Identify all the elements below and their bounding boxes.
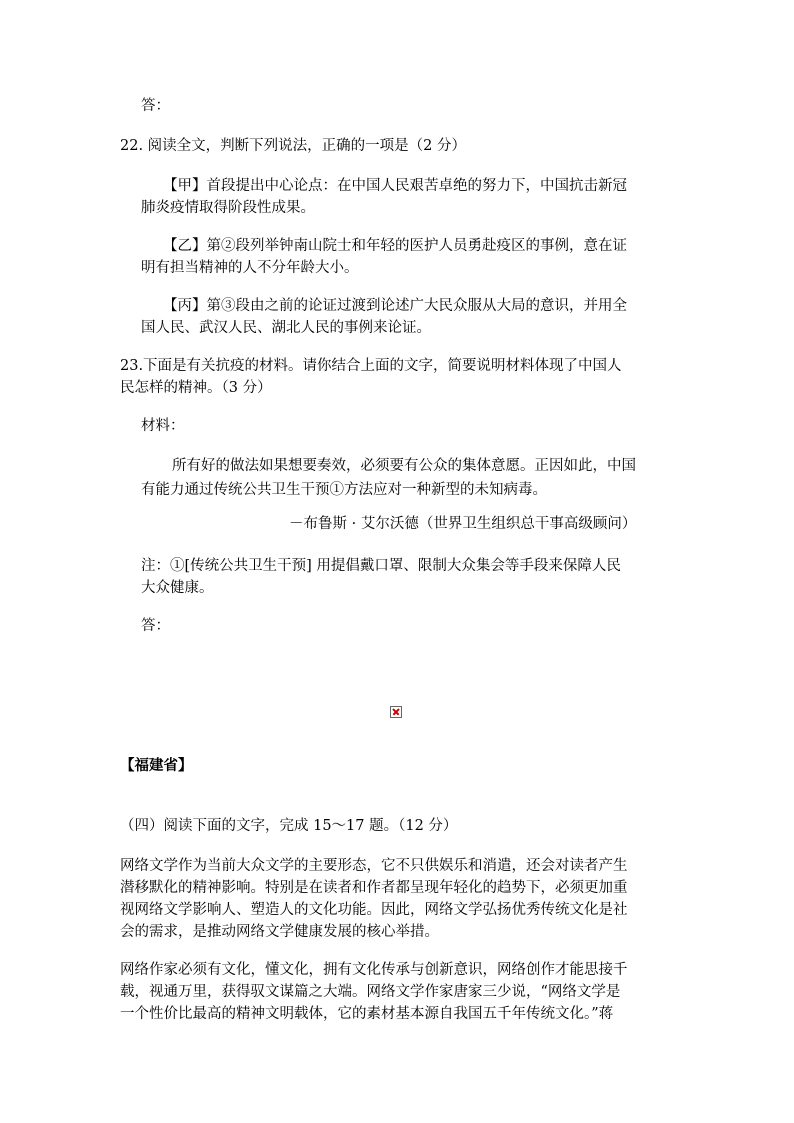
- q23-answer-label: 答：: [141, 618, 170, 634]
- section-intro: （四）阅读下面的文字，完成 15～17 题。（12 分）: [120, 818, 458, 834]
- q22-option-line: 【乙】第②段列举钟南山院士和年轻的医护人员勇赴疫区的事例，意在证: [163, 238, 627, 254]
- q23-material-label: 材料：: [141, 418, 185, 434]
- paragraph-line: 载，视通万里，获得驭文谋篇之大端。网络文学作家唐家三少说，“网络文学是: [120, 984, 621, 1000]
- paragraph-line: 会的需求，是推动网络文学健康发展的核心举措。: [120, 924, 439, 940]
- paragraph-line: 网络文学作为当前大众文学的主要形态，它不只供娱乐和消遣，还会对读者产生: [120, 858, 628, 874]
- paragraph-line: 一个性价比最高的精神文明载体，它的素材基本源自我国五千年传统文化。”蒋: [120, 1006, 614, 1022]
- q22-option-line: 明有担当精神的人不分年龄大小。: [141, 260, 359, 276]
- q23-stem-line: 23.下面是有关抗疫的材料。请你结合上面的文字，简要说明材料体现了中国人: [120, 358, 622, 374]
- q23-note-line: 大众健康。: [141, 580, 214, 596]
- q23-stem-line: 民怎样的精神。（3 分）: [120, 380, 272, 396]
- province-heading: 【福建省】: [120, 757, 193, 774]
- paragraph-line: 视网络文学影响人、塑造人的文化功能。因此，网络文学弘扬优秀传统文化是社: [120, 902, 628, 918]
- paragraph-line: 潜移默化的精神影响。特别是在读者和作者都呈现年轻化的趋势下，必须更加重: [120, 880, 628, 896]
- paragraph-line: 网络作家必须有文化，懂文化，拥有文化传承与创新意识，网络创作才能思接千: [120, 962, 628, 978]
- q23-attribution: －布鲁斯 · 艾尔沃德（世界卫生组织总干事高级顾问）: [289, 516, 637, 532]
- q22-option-line: 肺炎疫情取得阶段性成果。: [141, 200, 315, 216]
- q22-option-line: 【甲】首段提出中心论点：在中国人民艰苦卓绝的努力下，中国抗击新冠: [163, 178, 627, 194]
- q23-material-line: 所有好的做法如果想要奏效，必须要有公众的集体意愿。正因如此，中国: [172, 458, 636, 474]
- q22-option-line: 国人民、武汉人民、湖北人民的事例来论证。: [141, 320, 431, 336]
- q23-note-line: 注：①[传统公共卫生干预] 用提倡戴口罩、限制大众集会等手段来保障人民: [141, 558, 621, 574]
- broken-image-icon: [390, 706, 402, 718]
- q21-answer-label: 答：: [141, 98, 170, 114]
- q23-material-line: 有能力通过传统公共卫生干预①方法应对一种新型的未知病毒。: [141, 482, 547, 498]
- q22-option-line: 【丙】第③段由之前的论证过渡到论述广大民众服从大局的意识，并用全: [163, 298, 627, 314]
- q22-stem: 22. 阅读全文，判断下列说法，正确的一项是（2 分）: [120, 138, 467, 154]
